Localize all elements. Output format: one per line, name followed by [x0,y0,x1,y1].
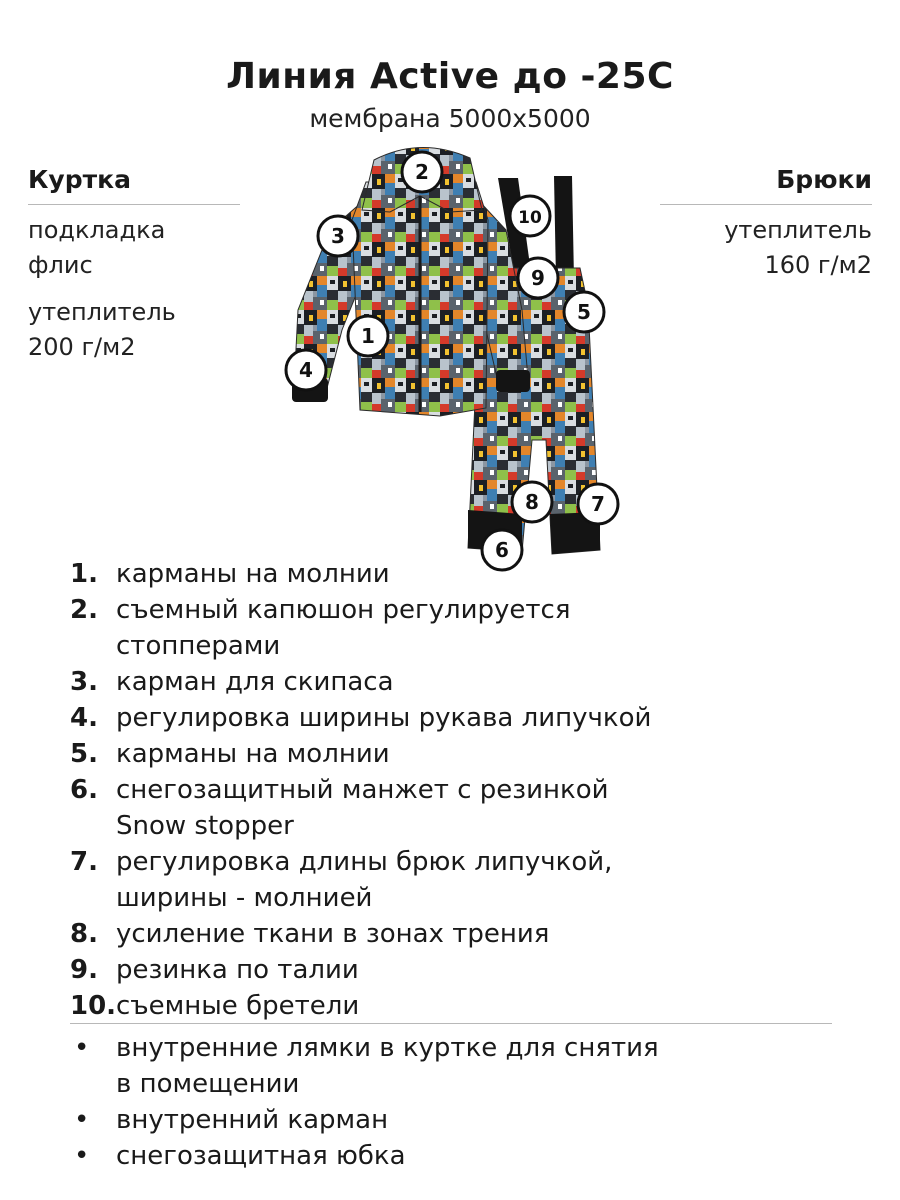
pants-divider [660,204,872,205]
extras-list [70,1030,830,1174]
jacket-lining-label: подкладка [28,216,166,244]
jacket-lining-value: флис [28,251,93,279]
extra-item [70,1102,830,1138]
pants-suspender-right [554,176,574,280]
feature-text: снегозащитный манжет с резинкой [116,775,609,805]
callout-marker-4 [286,350,326,390]
callout-marker-label: 8 [525,490,539,514]
jacket-heading: Куртка [28,165,131,194]
feature-item [70,664,830,700]
feature-text: карман для скипаса [116,667,394,697]
feature-number: 4. [70,703,98,733]
callout-marker-7 [578,484,618,524]
bullet-icon: • [74,1141,90,1171]
pants-heading: Брюки [776,165,872,194]
feature-number: 8. [70,919,98,949]
feature-text: карманы на молнии [116,739,390,769]
extra-text: внутренние лямки в куртке для снятия [116,1033,659,1063]
callout-marker-label: 9 [531,266,545,290]
callout-marker-label: 2 [415,160,429,184]
feature-item [70,952,830,988]
feature-number: 9. [70,955,98,985]
feature-item [70,808,830,844]
callout-marker-1 [348,316,388,356]
jacket-cuff-right [496,370,530,392]
feature-item [70,988,830,1024]
feature-number: 6. [70,775,98,805]
bullet-icon [70,1066,116,1102]
feature-number [70,808,116,844]
feature-text: усиление ткани в зонах трения [116,919,550,949]
feature-list [70,556,830,1024]
feature-text: ширины - молнией [116,883,373,913]
feature-item [70,628,830,664]
callout-marker-label: 10 [518,208,542,228]
callout-marker-label: 7 [591,492,605,516]
feature-number: 2. [70,595,98,625]
callout-marker-label: 3 [331,224,345,248]
jacket-divider [28,204,240,205]
feature-number: 3. [70,667,98,697]
page-title: Линия Active до -25С [226,56,674,97]
feature-text: съемные бретели [116,991,360,1021]
extra-text: снегозащитная юбка [116,1141,406,1171]
feature-item [70,556,830,592]
feature-text: резинка по талии [116,955,359,985]
bullet-icon: • [74,1033,90,1063]
pants-insulation-label: утеплитель [724,216,872,244]
extra-item [70,1138,830,1174]
callout-marker-2 [402,152,442,192]
feature-text: регулировка длины брюк липучкой, [116,847,613,877]
callout-marker-8 [512,482,552,522]
feature-text: Snow stopper [116,811,294,841]
jacket-spec-column [28,160,240,365]
callout-marker-label: 5 [577,300,591,324]
feature-item [70,916,830,952]
jacket-insulation-value: 200 г/м2 [28,333,136,361]
feature-number: 7. [70,847,98,877]
callout-marker-label: 6 [495,538,509,562]
extra-text: внутренний карман [116,1105,389,1135]
page-subtitle: мембрана 5000х5000 [309,104,591,133]
feature-text: карманы на молнии [116,559,390,589]
feature-item [70,772,830,808]
bullet-icon: • [74,1105,90,1135]
callout-marker-9 [518,258,558,298]
feature-item [70,736,830,772]
feature-number [70,880,116,916]
feature-item [70,700,830,736]
feature-item [70,844,830,880]
feature-text: съемный капюшон регулируется [116,595,571,625]
product-illustration [270,140,650,580]
pants-insulation-value: 160 г/м2 [764,251,872,279]
feature-number [70,628,116,664]
jacket-insulation-label: утеплитель [28,298,176,326]
feature-number: 10. [70,991,117,1021]
extra-item [70,1066,830,1102]
feature-number: 5. [70,739,98,769]
callout-marker-label: 4 [299,358,313,382]
extra-text: в помещении [116,1069,300,1099]
extra-item [70,1030,830,1066]
feature-number: 1. [70,559,98,589]
callout-marker-5 [564,292,604,332]
callout-marker-label: 1 [361,324,375,348]
callout-marker-3 [318,216,358,256]
pants-spec-column [660,160,872,283]
feature-text: стопперами [116,631,281,661]
feature-item [70,880,830,916]
feature-text: регулировка ширины рукава липучкой [116,703,652,733]
feature-item [70,592,830,628]
callout-marker-10 [510,196,550,236]
section-divider [70,1023,832,1024]
